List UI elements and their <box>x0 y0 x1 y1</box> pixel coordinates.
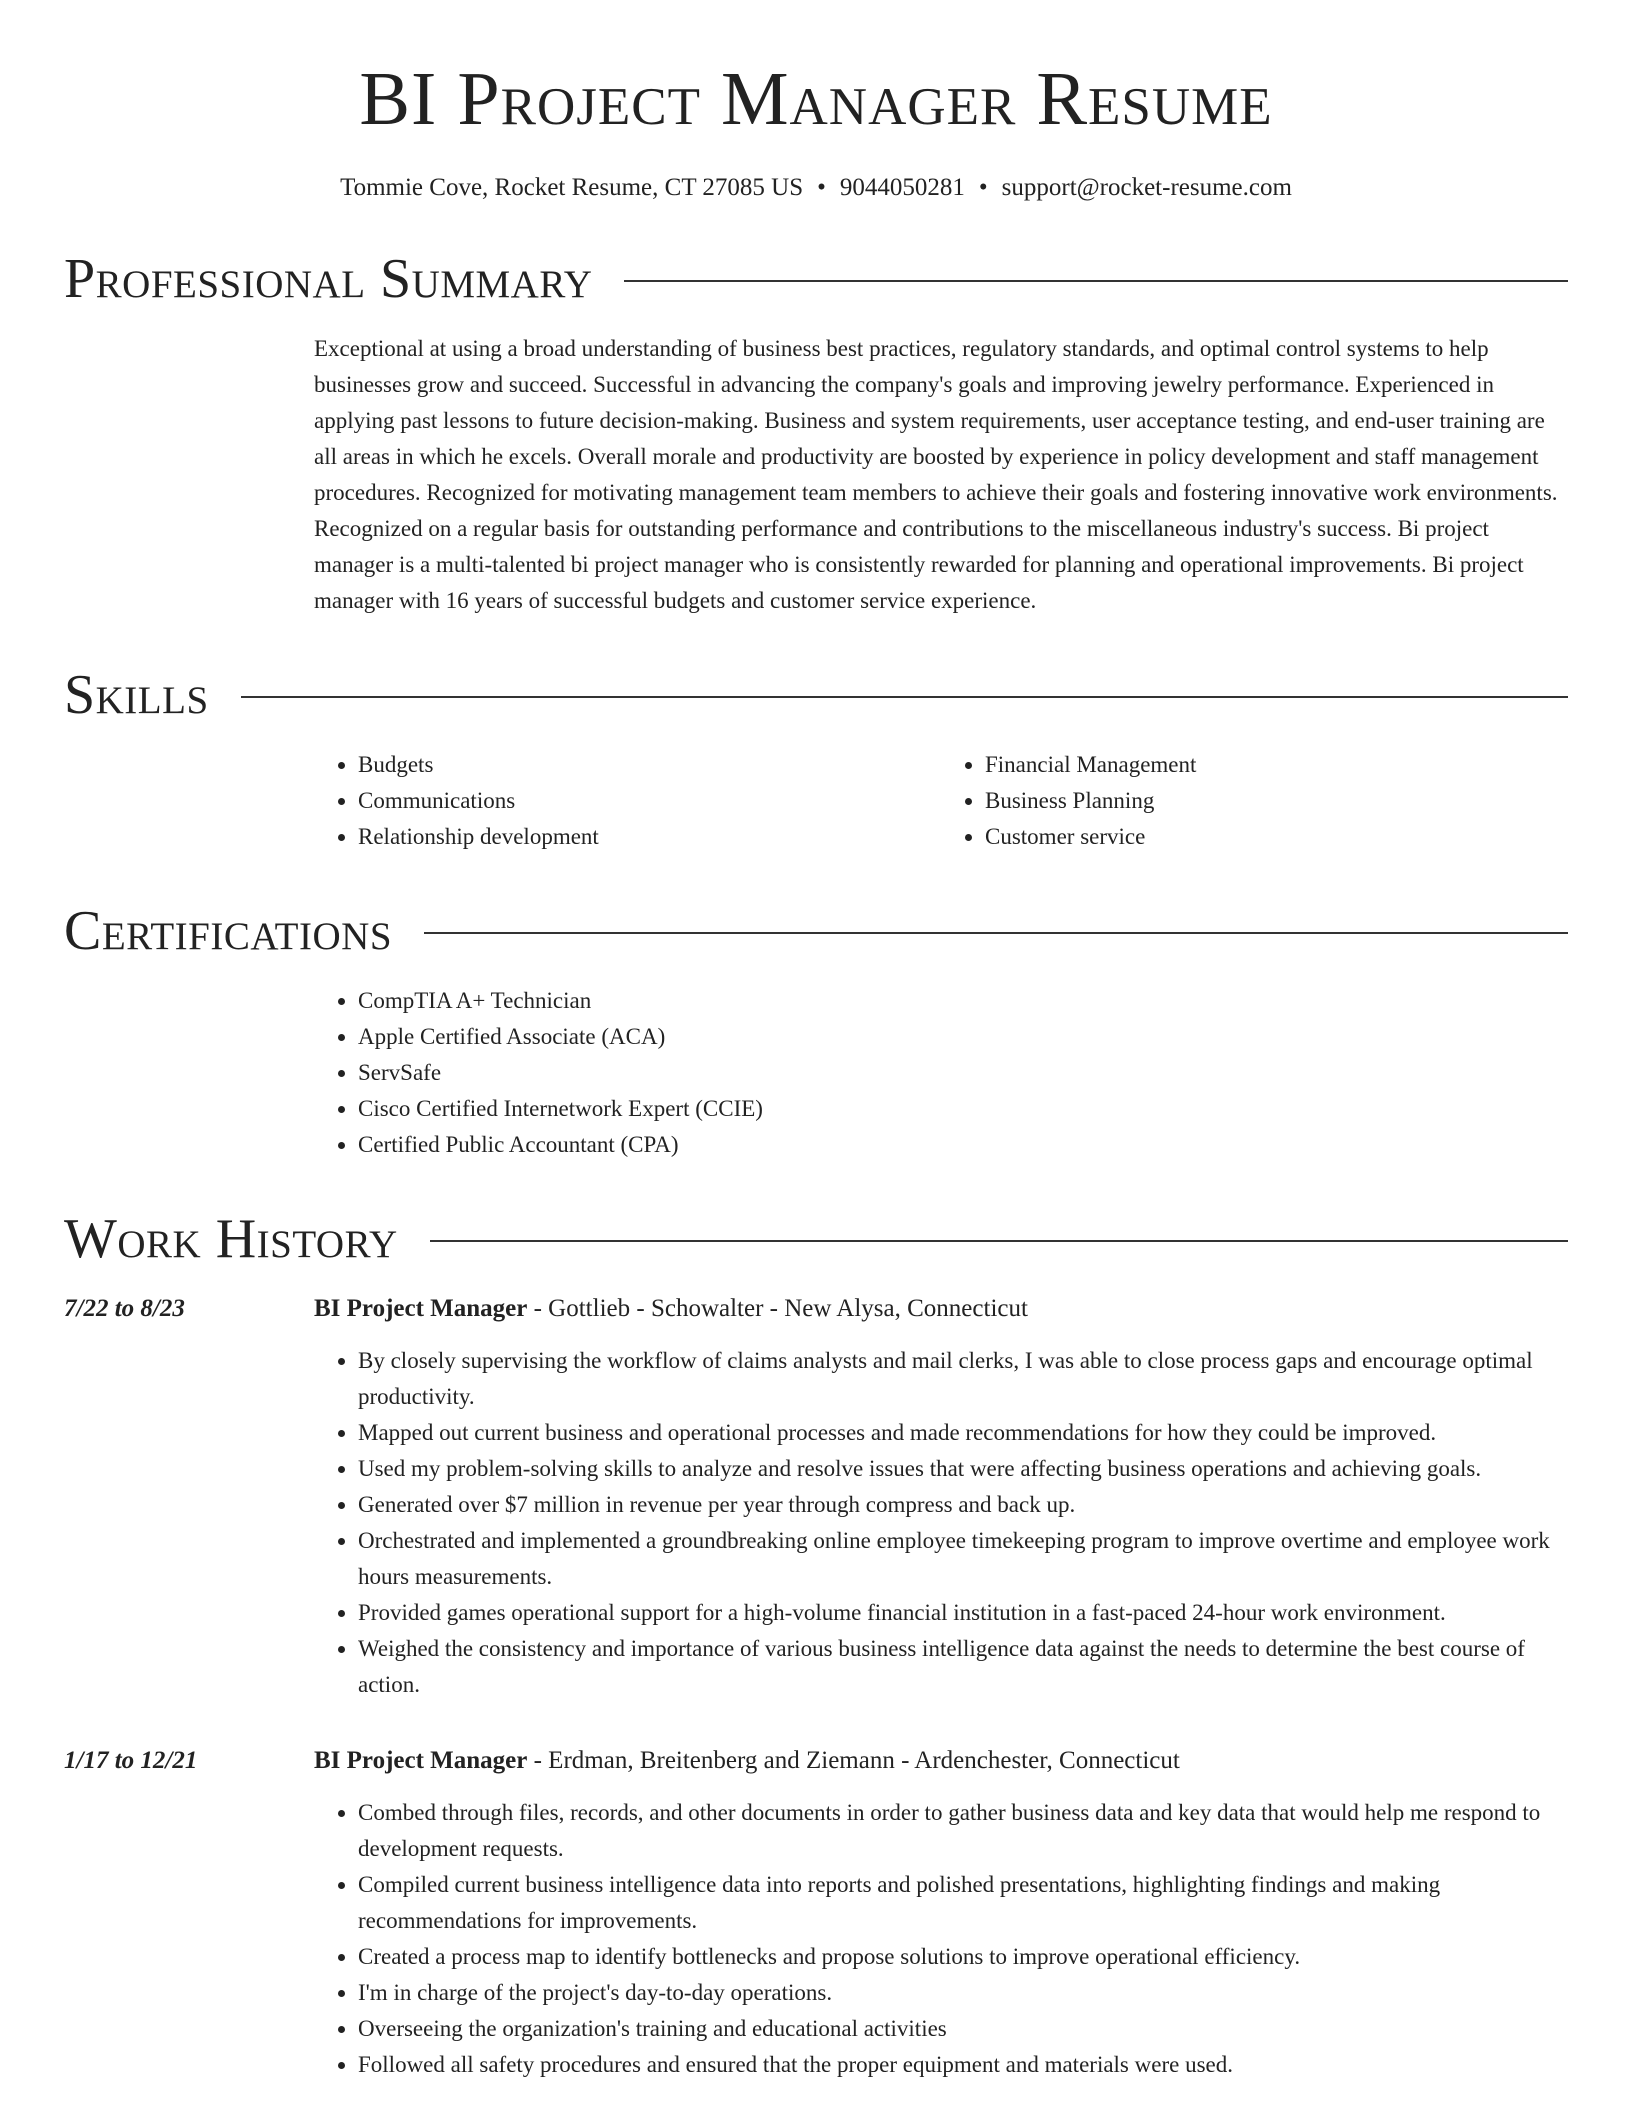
job-title: BI Project Manager <box>314 1295 528 1323</box>
section-title-skills: Skills <box>64 664 209 727</box>
certification-item: • Cisco Certified Internetwork Expert (CCIE) <box>358 1091 1568 1127</box>
skills-list <box>314 747 1568 855</box>
skills-column-right <box>941 747 1568 855</box>
job-bullets <box>314 1343 1568 1703</box>
job-title: BI Project Manager <box>314 1747 528 1775</box>
job-bullets <box>314 1795 1568 2083</box>
certification-item: • CompTIA A+ Technician <box>358 983 1568 1019</box>
job-heading <box>314 1291 1568 1327</box>
section-title-work-history: Work History <box>64 1208 398 1271</box>
contact-line <box>64 173 1568 203</box>
skill-item: • Financial Management <box>985 747 1568 783</box>
contact-separator: • <box>978 174 988 202</box>
job-bullet: • Provided games operational support for a high-volume financial institution in a fast-paced 24-hour work environment. <box>358 1595 1568 1631</box>
skill-item: • Customer service <box>985 819 1568 855</box>
section-divider <box>430 1240 1568 1242</box>
job-heading <box>314 1743 1568 1779</box>
job-entry <box>64 1291 1568 1703</box>
contact-address: Tommie Cove, Rocket Resume, CT 27085 US <box>340 174 804 202</box>
job-bullet: • Used my problem-solving skills to analyze and resolve issues that were affecting business operations and achieving goals. <box>358 1451 1568 1487</box>
job-bullet: • Orchestrated and implemented a groundbreaking online employee timekeeping program to improve overtime and employee work hours measurements. <box>358 1523 1568 1595</box>
section-title-certifications: Certifications <box>64 900 393 963</box>
job-bullet: • By closely supervising the workflow of claims analysts and mail clerks, I was able to close process gaps and encourage optimal productivity. <box>358 1343 1568 1415</box>
job-details: - Erdman, Breitenberg and Ziemann - Ardenchester, Connecticut <box>527 1747 1180 1775</box>
section-header-work-history <box>64 1209 1568 1269</box>
section-divider <box>424 932 1568 934</box>
contact-phone: 9044050281 <box>839 174 965 202</box>
section-header-skills <box>64 665 1568 725</box>
section-header-summary <box>64 249 1568 309</box>
job-body <box>314 1291 1568 1703</box>
job-body <box>314 1743 1568 2083</box>
certification-item: • ServSafe <box>358 1055 1568 1091</box>
skill-item: • Business Planning <box>985 783 1568 819</box>
summary-text: Exceptional at using a broad understanding of business best practices, regulatory standards, and optimal control systems to help businesses grow and succeed. Successful in advancing the company's goals and improving jewelry performance. Experienced in applying past lessons to future decision-making. Business and system requirements, user acceptance testing, and end-user training are all areas in which he excels. Overall morale and productivity are boosted by experience in policy development and staff management procedures. Recognized for motivating management team members to achieve their goals and fostering innovative work environments. Recognized on a regular basis for outstanding performance and contributions to the miscellaneous industry's success. Bi project manager is a multi-talented bi project manager who is consistently rewarded for planning and operational improvements. Bi project manager with 16 years of successful budgets and customer service experience. <box>314 336 1558 614</box>
job-bullet: • Overseeing the organization's training and educational activities <box>358 2011 1568 2047</box>
job-bullet: • Created a process map to identify bottlenecks and propose solutions to improve operational efficiency. <box>358 1939 1568 1975</box>
job-details: - Gottlieb - Schowalter - New Alysa, Connecticut <box>527 1295 1028 1323</box>
job-bullet: • Generated over $7 million in revenue per year through compress and back up. <box>358 1487 1568 1523</box>
job-bullet: • Followed all safety procedures and ensured that the proper equipment and materials were used. <box>358 2047 1568 2083</box>
contact-email: support@rocket-resume.com <box>1001 174 1292 202</box>
certification-item: • Certified Public Accountant (CPA) <box>358 1127 1568 1163</box>
section-divider <box>241 696 1568 698</box>
job-bullet: • Combed through files, records, and other documents in order to gather business data and key data that would help me respond to development requests. <box>358 1795 1568 1867</box>
certification-item: • Apple Certified Associate (ACA) <box>358 1019 1568 1055</box>
skills-column-left <box>314 747 941 855</box>
skill-item: • Budgets <box>358 747 941 783</box>
certifications-items <box>314 983 1568 1163</box>
contact-separator: • <box>817 174 826 202</box>
job-bullet: • I'm in charge of the project's day-to-day operations. <box>358 1975 1568 2011</box>
job-bullet: • Weighed the consistency and importance of various business intelligence data against the needs to determine the best course of action. <box>358 1631 1568 1703</box>
skill-item: • Relationship development <box>358 819 941 855</box>
section-title-summary: Professional Summary <box>64 248 593 311</box>
section-divider <box>624 280 1568 282</box>
skill-item: • Communications <box>358 783 941 819</box>
job-dates: 1/17 to 12/21 <box>64 1747 198 1775</box>
job-bullet: • Compiled current business intelligence data into reports and polished presentations, highlighting findings and making recommendations for improvements. <box>358 1867 1568 1939</box>
section-header-certifications <box>64 901 1568 961</box>
certifications-list <box>314 983 1568 1163</box>
job-bullet: • Mapped out current business and operational processes and made recommendations for how they could be improved. <box>358 1415 1568 1451</box>
job-entry <box>64 1743 1568 2083</box>
job-dates: 7/22 to 8/23 <box>64 1295 185 1323</box>
page-title: BI Project Manager Resume <box>359 57 1273 141</box>
